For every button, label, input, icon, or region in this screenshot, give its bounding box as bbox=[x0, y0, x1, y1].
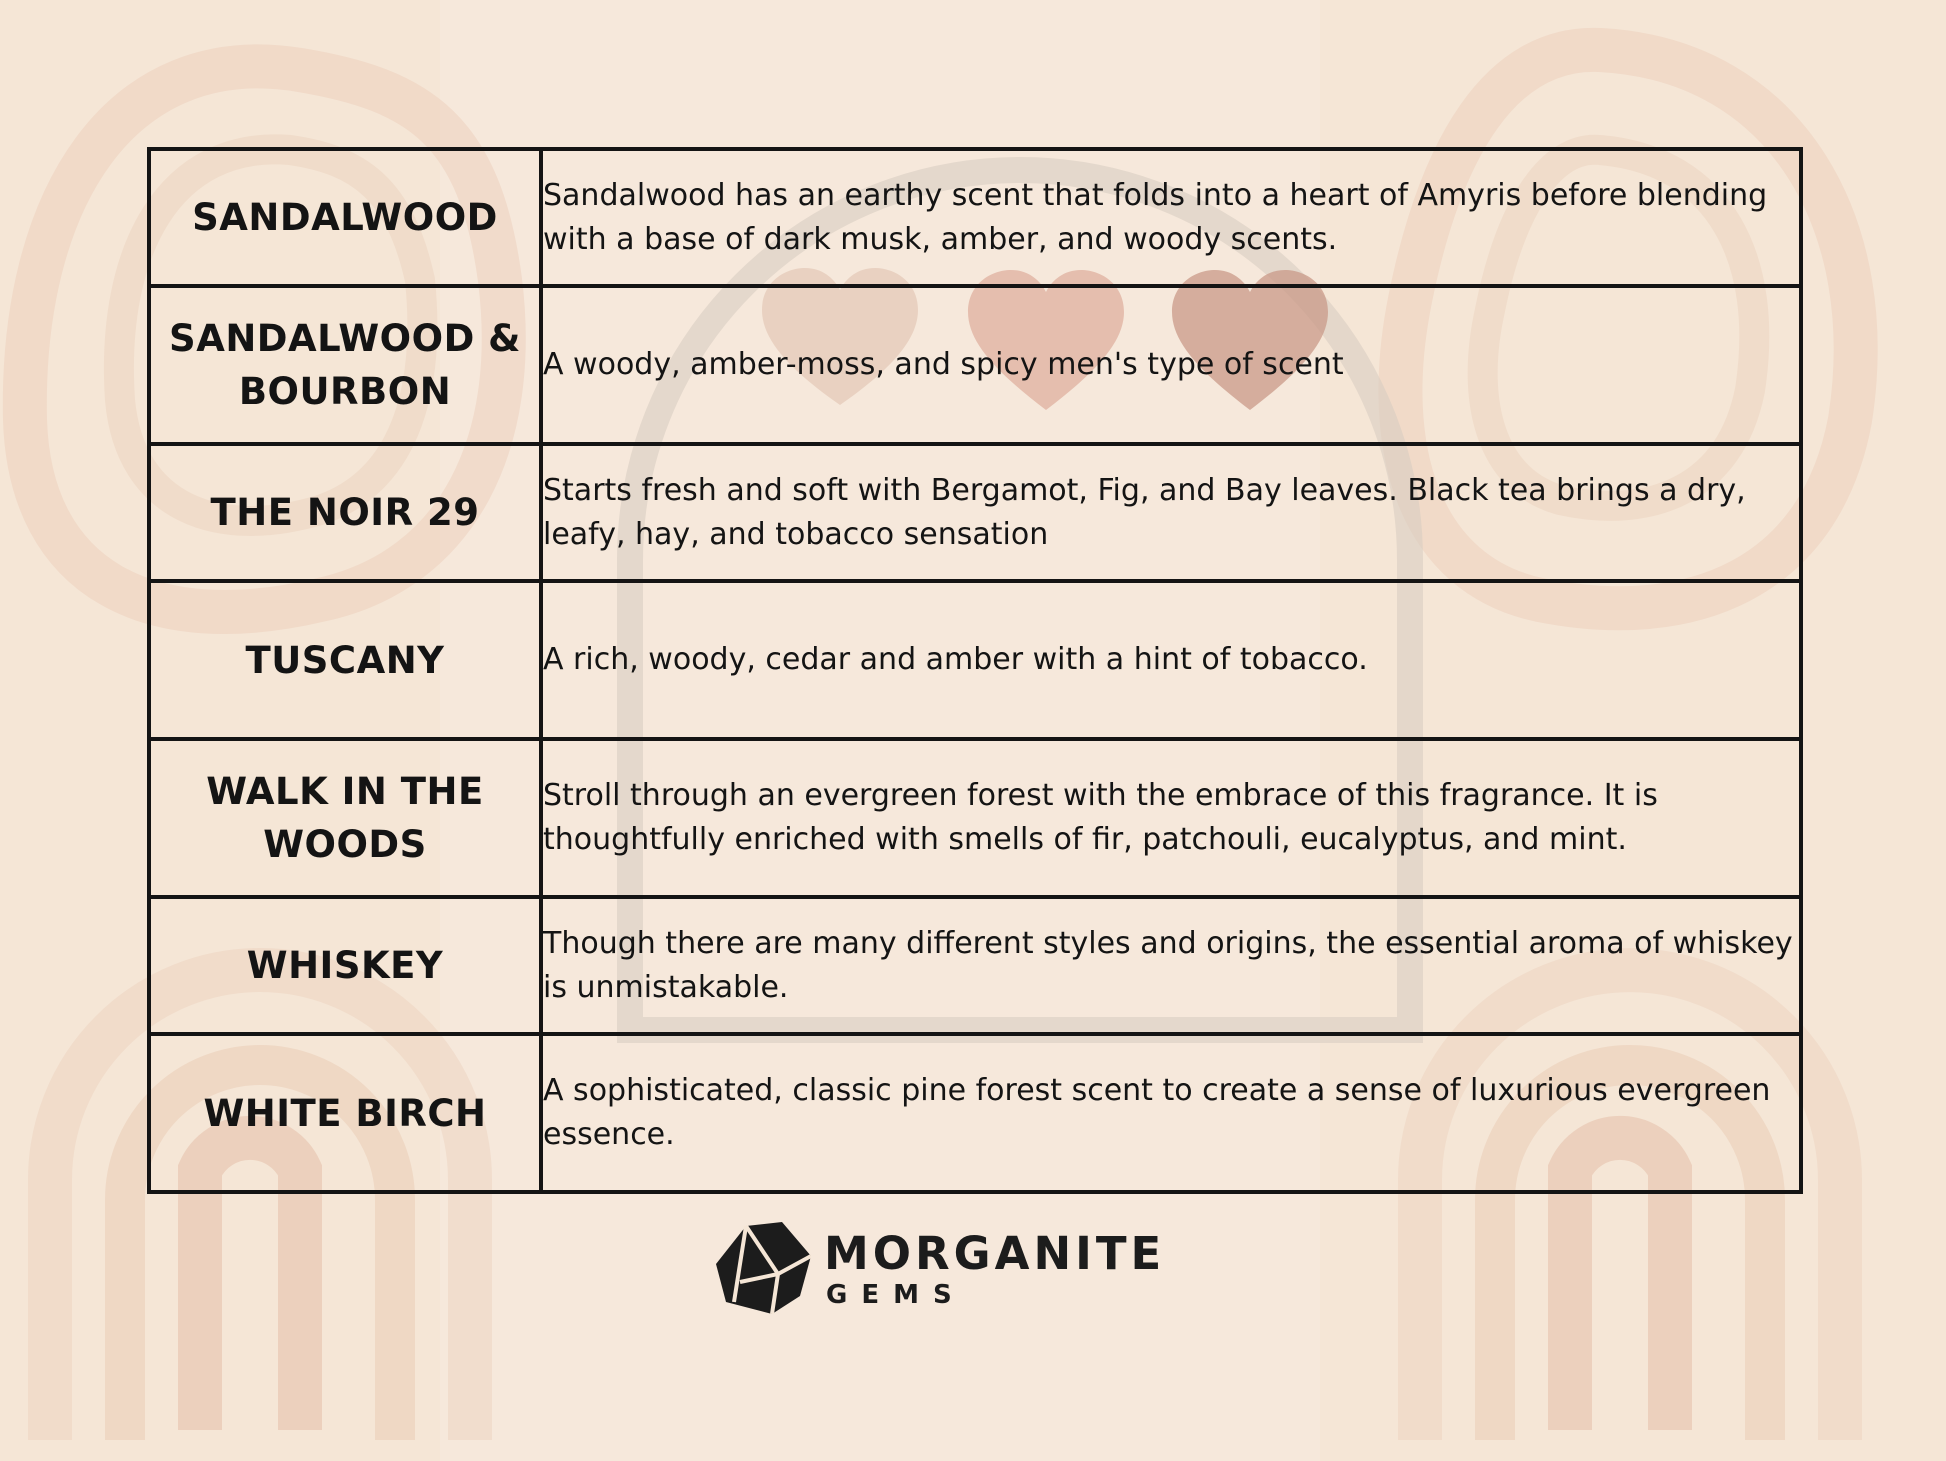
scent-description: Sandalwood has an earthy scent that folds into a heart of Amyris before blending with a base of dark musk, amber, and woody scents. bbox=[541, 149, 1801, 286]
scent-description: A sophisticated, classic pine forest scent to create a sense of luxurious evergreen essence. bbox=[541, 1034, 1801, 1192]
table-row bbox=[149, 897, 1801, 1034]
scent-name: TUSCANY bbox=[149, 581, 541, 739]
scent-name: WHITE BIRCH bbox=[149, 1034, 541, 1192]
table-row bbox=[149, 739, 1801, 897]
scent-description: A rich, woody, cedar and amber with a hint of tobacco. bbox=[541, 581, 1801, 739]
table-row bbox=[149, 1034, 1801, 1192]
scent-name: WALK IN THE WOODS bbox=[149, 739, 541, 897]
scent-description: Though there are many different styles and origins, the essential aroma of whiskey is unmistakable. bbox=[541, 897, 1801, 1034]
table-row bbox=[149, 286, 1801, 444]
scent-table bbox=[147, 147, 1803, 1194]
brand-name: MORGANITE bbox=[824, 1227, 1166, 1280]
table-row bbox=[149, 444, 1801, 581]
scent-description: A woody, amber-moss, and spicy men's type of scent bbox=[541, 286, 1801, 444]
scent-name: THE NOIR 29 bbox=[149, 444, 541, 581]
scent-description: Starts fresh and soft with Bergamot, Fig, and Bay leaves. Black tea brings a dry, leafy, hay, and tobacco sensation bbox=[541, 444, 1801, 581]
brand-logo bbox=[716, 1222, 1166, 1312]
scent-description: Stroll through an evergreen forest with the embrace of this fragrance. It is thoughtfully enriched with smells of fir, patchouli, eucalyptus, and mint. bbox=[541, 739, 1801, 897]
gem-logo-icon bbox=[716, 1222, 811, 1314]
table-row bbox=[149, 149, 1801, 286]
table-row bbox=[149, 581, 1801, 739]
scent-name: SANDALWOOD bbox=[149, 149, 541, 286]
brand-subtitle: GEMS bbox=[826, 1280, 966, 1310]
scent-name: SANDALWOOD & BOURBON bbox=[149, 286, 541, 444]
scent-name: WHISKEY bbox=[149, 897, 541, 1034]
